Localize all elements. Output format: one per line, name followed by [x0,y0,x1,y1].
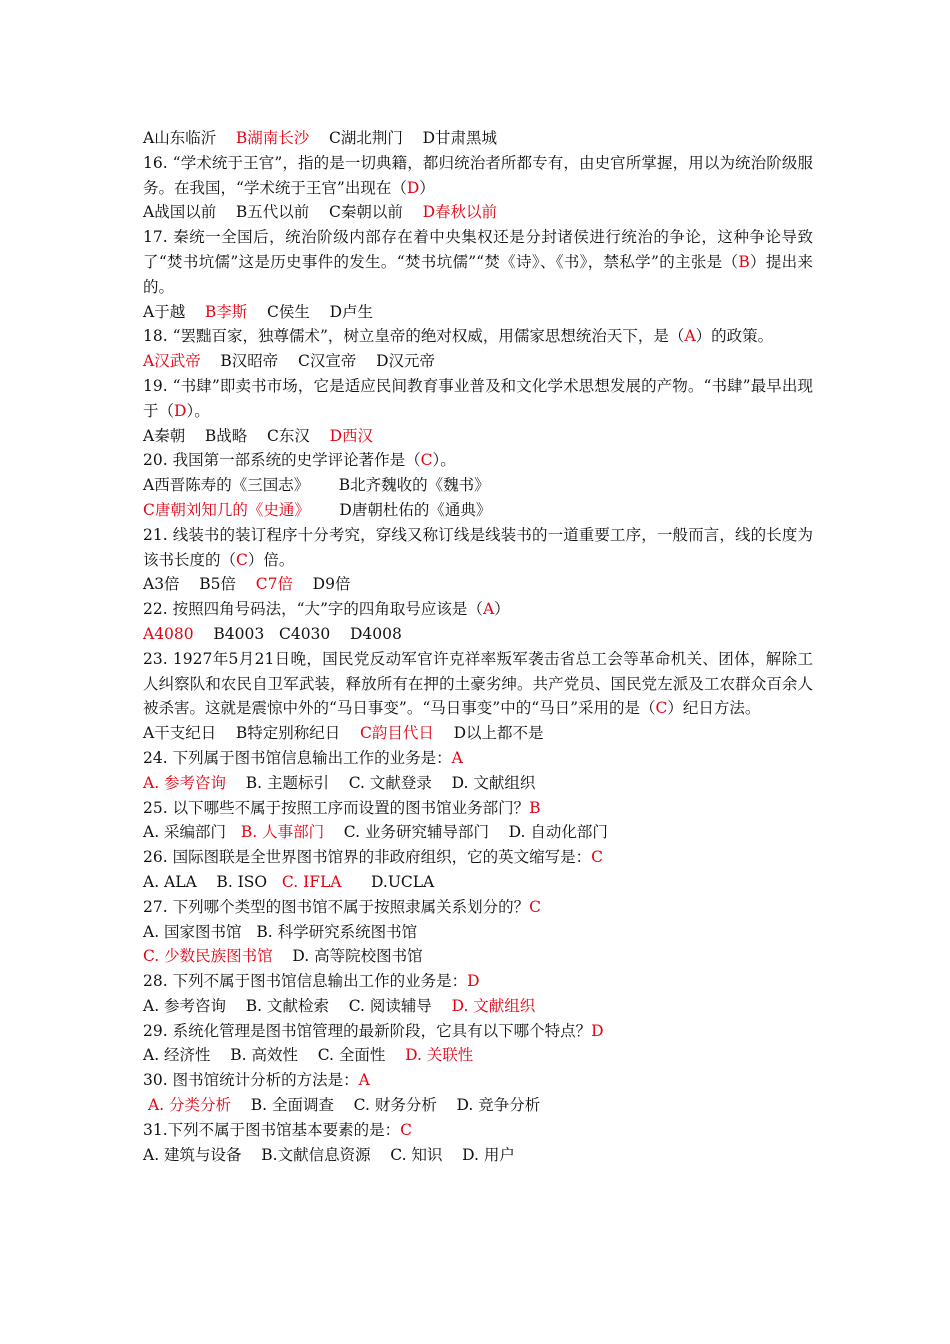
text-segment: A3倍 B5倍 [143,575,256,594]
correct-answer: C唐朝刘知几的《史通》 [143,500,310,519]
text-segment: D以上都不是 [433,724,544,743]
text-segment: A干支纪日 B特定别称纪日 [143,724,361,743]
text-segment: B. 主题标引 C. 文献登录 D. 文献组织 [226,773,536,792]
question-text [143,597,813,622]
text-segment: B4003 C4030 D4008 [193,624,402,643]
text-segment: A山东临沂 [143,129,236,147]
correct-answer: B湖南长沙 [235,129,310,147]
correct-answer: C [400,1120,413,1139]
text-segment: ） [419,178,435,197]
text-segment: A. 建筑与设备 B.文献信息资源 C. 知识 D. 用户 [143,1145,515,1164]
text-segment: 30. 图书馆统计分析的方法是： [143,1071,359,1090]
text-segment: C. 业务研究辅导部门 D. 自动化部门 [324,823,608,842]
text-segment: 23. 1927年5月21日晚，国民党反动军官许克祥率叛军袭击省总工会等革命机关、团体，解除工人纠察队和农民自卫军武装，释放所有在押的土豪劣绅。共产党员、国民党左派及工农群众百余人被杀害。这就是震惊中外的“马日事变”。“马日事变”中的“马日”采用的是（ [143,649,813,718]
correct-answer: C. IFLA [281,872,342,891]
text-segment: B. 全面调查 C. 财务分析 D. 竞争分析 [231,1096,541,1115]
question-text [143,1118,813,1143]
answer-options [143,349,813,374]
text-segment: 20. 我国第一部系统的史学评论著作是（ [143,451,421,470]
text-segment: A. 经济性 B. 高效性 C. 全面性 [143,1046,406,1065]
text-segment: ）。 [186,401,210,420]
correct-answer: D西汉 [329,426,374,445]
text-segment: ）提出来的。 [143,252,813,296]
correct-answer: D春秋以前 [422,203,498,222]
text-segment: 17. 秦统一全国后，统治阶级内部存在着中央集权还是分封诸侯进行统治的争论，这种争论导致了“焚书坑儒”这是历史事件的发生。“焚书坑儒”“焚《诗》、《书》，禁私学”的主张是（ [143,228,813,271]
text-segment: ） [494,600,510,619]
question-text [143,895,813,920]
answer-options [143,771,813,796]
correct-answer: A汉武帝 [143,352,201,371]
correct-answer: C [236,550,248,569]
correct-answer: C [529,897,541,916]
text-segment: D. 高等院校图书馆 [272,947,423,966]
text-segment: A西晋陈寿的《三国志》 B北齐魏收的《魏书》 [143,476,490,495]
correct-answer: D [174,401,187,420]
text-segment: C侯生 D卢生 [247,302,374,321]
text-segment: D唐朝杜佑的《通典》 [309,500,492,519]
text-segment: A. 国家图书馆 B. 科学研究系统图书馆 [143,922,418,941]
text-segment: 31.下列不属于图书馆基本要素的是： [143,1120,401,1139]
text-segment: 18. “罢黜百家，独尊儒术”，树立皇帝的绝对权威，用儒家思想统治天下，是（ [143,327,685,346]
text-segment: 27. 下列哪个类型的图书馆不属于按照隶属关系划分的？ [143,897,530,916]
answer-options [143,721,813,746]
text-segment: ）的政策。 [695,327,774,346]
correct-answer: C [655,699,668,718]
question-text [143,746,813,771]
question-text [143,448,813,473]
answer-options [143,300,813,325]
correct-answer: D. 关联性 [405,1046,474,1065]
text-segment: 29. 系统化管理是图书馆管理的最新阶段，它具有以下哪个特点？ [143,1021,592,1040]
answer-options [143,498,813,523]
question-text [143,647,813,721]
text-segment: 22. 按照四角号码法，“大”字的四角取号应该是（ [143,600,483,619]
text-segment: 26. 国际图联是全世界图书馆界的非政府组织，它的英文缩写是： [143,848,592,867]
answer-options [143,126,813,151]
correct-answer: C [420,451,433,470]
answer-options [143,944,813,969]
correct-answer: D [406,178,420,197]
text-segment: ）纪日方法。 [667,699,761,718]
question-text [143,845,813,870]
question-text [143,151,813,201]
question-text [143,1068,813,1093]
text-segment: ）倍。 [247,550,295,569]
question-text [143,374,813,424]
answer-options [143,572,813,597]
answer-options [143,920,813,945]
correct-answer: C韵目代日 [360,724,434,743]
text-segment: 25. 以下哪些不属于按照工序而设置的图书馆业务部门？ [143,798,530,817]
correct-answer: A4080 [143,624,194,643]
text-segment: B汉昭帝 C汉宣帝 D汉元帝 [200,352,436,371]
question-text [143,969,813,994]
text-segment: D.UCLA [341,872,435,891]
correct-answer: B [529,798,541,817]
answer-options [143,622,813,647]
question-list [143,126,813,1167]
answer-options [143,1043,813,1068]
correct-answer: A. 参考咨询 [143,773,227,792]
correct-answer: A [358,1071,370,1090]
answer-options [143,473,813,498]
text-segment: ）。 [432,451,456,470]
text-segment: 24. 下列属于图书馆信息输出工作的业务是： [143,748,452,767]
answer-options [143,820,813,845]
text-segment: 28. 下列不属于图书馆信息输出工作的业务是： [143,972,468,991]
question-text [143,324,813,349]
text-segment: A. 采编部门 [143,823,241,842]
question-text [143,225,813,299]
correct-answer: D. 文献组织 [451,996,536,1015]
correct-answer: C7倍 [255,575,293,594]
correct-answer: A. 分类分析 [147,1096,231,1115]
answer-options [143,1143,813,1168]
correct-answer: B李斯 [204,302,248,321]
text-segment: 21. 线装书的装订程序十分考究，穿线又称订线是线装书的一道重要工序，一般而言，线的长度为该书长度的（ [143,525,813,569]
correct-answer: A [451,748,463,767]
text-segment: 16. “学术统于王官”，指的是一切典籍，都归统治者所都专有，由史官所掌握，用以为统治阶级服务。在我国，“学术统于王官”出现在（ [143,153,813,197]
text-segment: 19. “书肆”即卖书市场，它是适应民间教育事业普及和文化学术思想发展的产物。“书肆”最早出现于（ [143,376,813,420]
answer-options [143,200,813,225]
text-segment: A战国以前 B五代以前 C秦朝以前 [143,203,423,222]
question-text [143,796,813,821]
text-segment: A于越 [143,302,205,321]
answer-options [143,994,813,1019]
question-text [143,1019,813,1044]
text-segment: A. 参考咨询 B. 文献检索 C. 阅读辅导 [143,996,452,1015]
text-segment: D9倍 [292,575,351,594]
correct-answer: C [591,848,603,867]
correct-answer: B [738,252,750,271]
answer-options [143,424,813,449]
correct-answer: D [591,1021,604,1040]
text-segment: C湖北荆门 D甘肃黑城 [309,129,498,147]
correct-answer: A [684,327,696,346]
correct-answer: C. 少数民族图书馆 [143,947,273,966]
text-segment: A. ALA B. ISO [143,872,282,891]
question-text [143,523,813,573]
text-segment: A秦朝 B战略 C东汉 [143,426,330,445]
correct-answer: D [467,972,480,991]
correct-answer: A [482,600,495,619]
correct-answer: B. 人事部门 [240,823,325,842]
answer-options [143,870,813,895]
answer-options [143,1093,813,1118]
